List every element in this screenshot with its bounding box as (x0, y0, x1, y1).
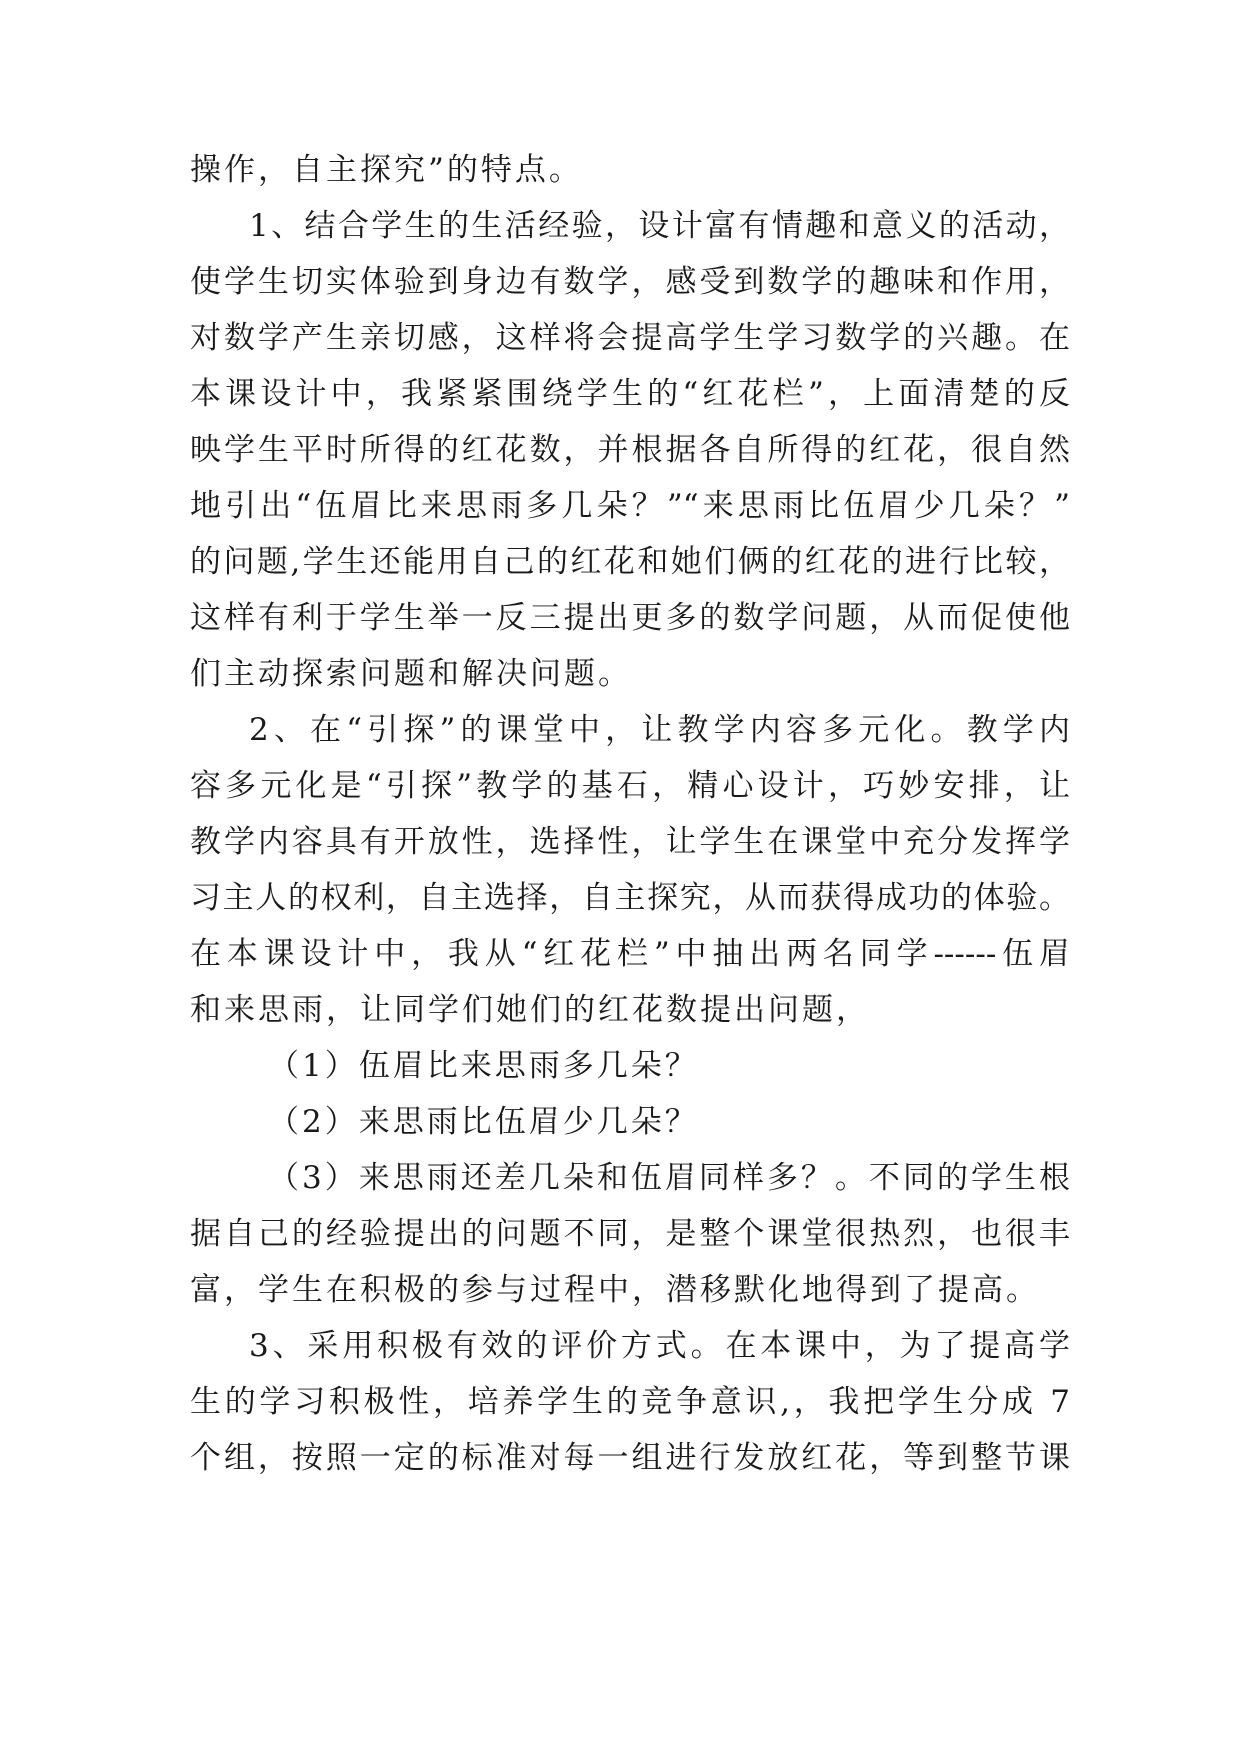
question-2: （2）来思雨比伍眉少几朵？ (268, 1104, 699, 1140)
text-line: 生的学习积极性，培养学生的竞争意识,，我把学生分成 7 (190, 1384, 1070, 1420)
text-line: 教学内容具有开放性，选择性，让学生在课堂中充分发挥学 (190, 824, 1070, 860)
text-line: 对数学产生亲切感，这样将会提高学生学习数学的兴趣。在 (190, 320, 1070, 356)
text-line: 使学生切实体验到身边有数学，感受到数学的趣味和作用， (190, 264, 1070, 300)
text-line: 在本课设计中，我从“红花栏”中抽出两名同学------伍眉 (190, 936, 1070, 972)
paragraph-1-start: 1、结合学生的生活经验，设计富有情趣和意义的活动， (249, 208, 1070, 244)
text-line: 容多元化是“引探”教学的基石，精心设计，巧妙安排，让 (190, 768, 1070, 804)
text-line: 习主人的权利，自主选择，自主探究，从而获得成功的体验。 (190, 880, 1070, 916)
text-line: 和来思雨，让同学们她们的红花数提出问题， (190, 992, 870, 1028)
text-line: 们主动探索问题和解决问题。 (190, 656, 632, 692)
text-line: 富，学生在积极的参与过程中，潜移默化地得到了提高。 (190, 1272, 1040, 1308)
paragraph-3-start: 3、采用积极有效的评价方式。在本课中，为了提高学 (249, 1328, 1070, 1364)
text-line: 映学生平时所得的红花数，并根据各自所得的红花，很自然 (190, 432, 1070, 468)
text-line: 这样有利于学生举一反三提出更多的数学问题，从而促使他 (190, 600, 1070, 636)
text-line: 本课设计中，我紧紧围绕学生的“红花栏”，上面清楚的反 (190, 376, 1070, 412)
text-line: 操作，自主探究”的特点。 (190, 152, 583, 188)
question-3: （3）来思雨还差几朵和伍眉同样多？。不同的学生根 (268, 1160, 1070, 1196)
text-line: 据自己的经验提出的问题不同，是整个课堂很热烈，也很丰 (190, 1216, 1070, 1252)
paragraph-2-start: 2、在“引探”的课堂中，让教学内容多元化。教学内 (249, 712, 1070, 748)
question-1: （1）伍眉比来思雨多几朵？ (268, 1048, 699, 1084)
text-line: 的问题,学生还能用自己的红花和她们俩的红花的进行比较， (190, 544, 1070, 580)
text-line: 个组，按照一定的标准对每一组进行发放红花，等到整节课 (190, 1440, 1070, 1476)
text-line: 地引出“伍眉比来思雨多几朵？”“来思雨比伍眉少几朵？” (190, 488, 1070, 524)
